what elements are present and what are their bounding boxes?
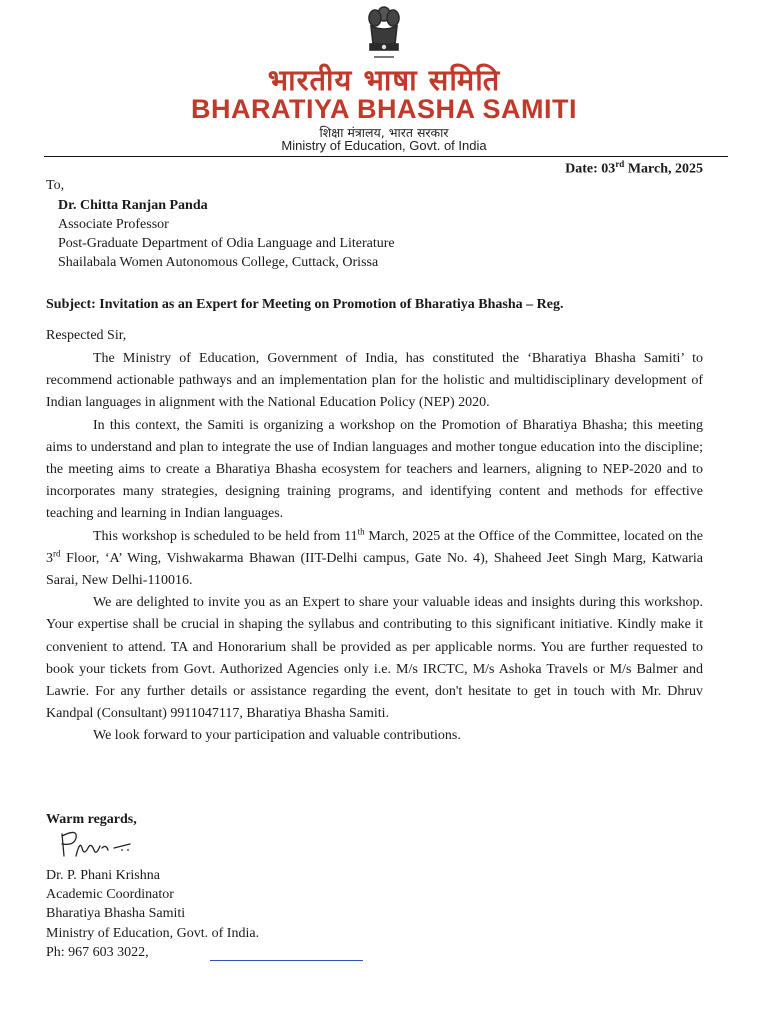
body-paragraph-2: In this context, the Samiti is organizing a workshop on the Promotion of Bharatiya Bhasha; this meeting aims to understand and plan to integrate the use of Indian languages and mother tongue education into the discipline; the meeting aims to create a Bharatiya Bhasha ecosystem for teachers and learners, aligning to NEP-2020 and to incorporates many strategies, designing training programs, and identifying content and methods for effective teaching and learning in Indian languages.	[46, 417, 703, 522]
letterhead-english-ministry: Ministry of Education, Govt. of India	[281, 138, 487, 153]
closing-text: Warm regards,	[46, 812, 137, 827]
recipient-designation: Associate Professor	[58, 217, 169, 232]
state-emblem-icon	[362, 2, 406, 66]
letter-subject: Subject: Invitation as an Expert for Meeting on Promotion of Bharatiya Bhasha – Reg.	[46, 297, 564, 312]
email-link-underline[interactable]	[210, 960, 363, 961]
recipient-department: Post-Graduate Department of Odia Language and Literature	[58, 236, 395, 251]
body-paragraph-5: We look forward to your participation and valuable contributions.	[93, 728, 461, 744]
letterhead-divider	[44, 156, 728, 157]
sender-phone: Ph: 967 603 3022,	[46, 945, 149, 960]
sender-title: Academic Coordinator	[46, 887, 174, 902]
salutation: Respected Sir,	[46, 328, 127, 343]
sender-ministry: Ministry of Education, Govt. of India.	[46, 926, 260, 941]
letterhead-hindi-name: भारतीय भाषा समिति	[267, 63, 501, 97]
sender-org: Bharatiya Bhasha Samiti	[46, 906, 186, 921]
body-paragraph-4: We are delighted to invite you as an Expert to share your valuable ideas and insights during this workshop. Your expertise shall be crucial in shaping the syllabus and contributing to this significant initiative. Kindly make it convenient to attend. TA and Honorarium shall be provided as per applicable norms. You are further requested to book your tickets from Govt. Authorized Agencies only i.e. M/s IRCTC, M/s Ashoka Travels or M/s Balmer and Lawrie. For any further details or assistance regarding the event, don't hesitate to get in touch with Mr. Dhruv Kandpal (Consultant) 9911047117, Bharatiya Bhasha Samiti.	[46, 595, 703, 722]
body-paragraph-3: This workshop is scheduled to be held from 11th March, 2025 at the Office of the Committee, located on the 3rd Floor, ‘A’ Wing, Vishwakarma Bhawan (IIT-Delhi campus, Gate No. 4), Shaheed Jeet Singh Marg, Katwaria Sarai, New Delhi-110016.	[46, 525, 703, 589]
recipient-college: Shailabala Women Autonomous College, Cuttack, Orissa	[58, 255, 379, 270]
body-paragraph-1: The Ministry of Education, Government of India, has constituted the ‘Bharatiya Bhasha Samiti’ to recommend actionable pathways and an implementation plan for the holistic and multidisciplinary development of Indian languages in alignment with the National Education Policy (NEP) 2020.	[46, 351, 703, 411]
letter-body	[46, 348, 703, 748]
to-label: To,	[46, 178, 65, 193]
sender-name: Dr. P. Phani Krishna	[46, 868, 160, 883]
letterhead-hindi-ministry: शिक्षा मंत्रालय, भारत सरकार	[319, 125, 449, 140]
recipient-name: Dr. Chitta Ranjan Panda	[58, 198, 208, 213]
letter-date: Date: 03rd March, 2025	[565, 159, 703, 177]
signature	[56, 826, 136, 860]
letterhead-english-name: BHARATIYA BHASHA SAMITI	[190, 94, 577, 124]
